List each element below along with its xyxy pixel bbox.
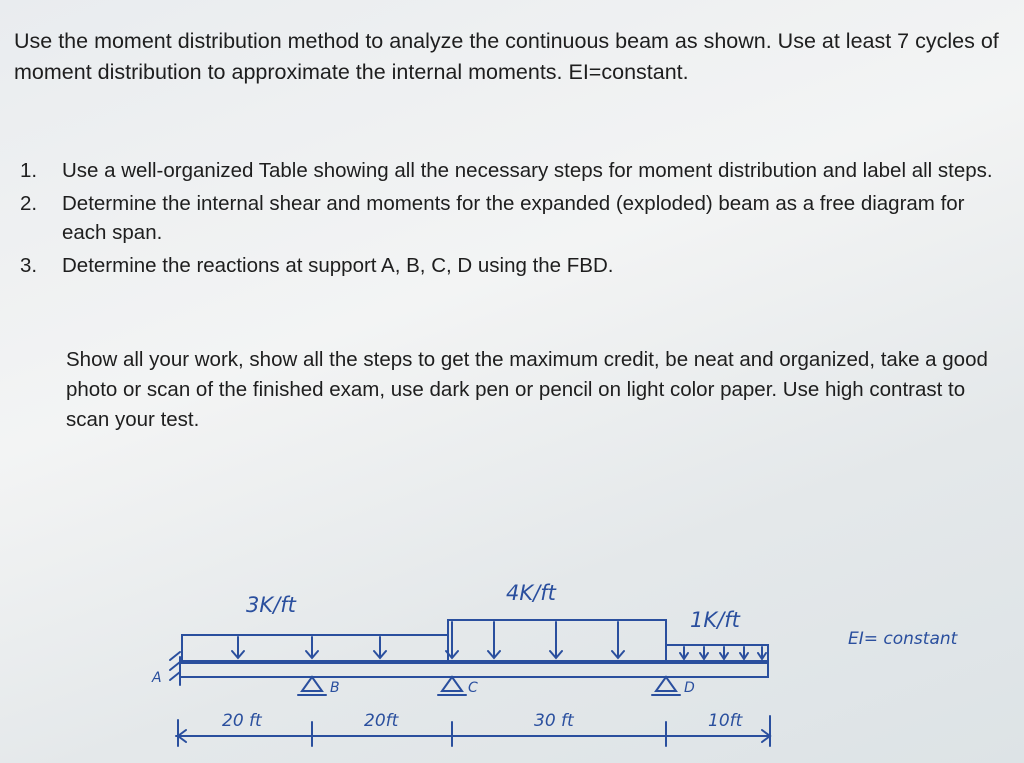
load-label-1k: 1K/ft <box>690 608 740 632</box>
load-arrow <box>306 637 318 658</box>
load-label-4k: 4K/ft <box>506 581 556 605</box>
load-1k-block <box>666 645 768 661</box>
instruction-list <box>20 156 1000 283</box>
support-label-c: C <box>468 680 478 696</box>
instruction-text: Use a well-organized Table showing all the necessary steps for moment distribution and label all steps. <box>62 159 993 182</box>
instruction-item <box>20 156 1000 186</box>
span-label-bc: 20ft <box>364 711 399 731</box>
support-label-b: B <box>330 680 340 696</box>
load-label-3k: 3K/ft <box>246 593 296 617</box>
dimension-line <box>176 716 770 746</box>
load-arrow <box>374 637 386 658</box>
submission-notes: Show all your work, show all the steps to get the maximum credit, be neat and organized, take a good photo or scan of the finished exam, use dark pen or pencil on light color paper. Use high contrast to scan your test. <box>66 348 988 431</box>
span-label-ab: 20 ft <box>222 711 262 731</box>
problem-intro: Use the moment distribution method to analyze the continuous beam as shown. Use at least 7 cycles of moment distribution to approximate the internal moments. EI=constant. <box>14 29 999 84</box>
support-label-a: A <box>152 670 162 686</box>
instruction-text: Determine the internal shear and moments for the expanded (exploded) beam as a free diagram for each span. <box>62 191 965 244</box>
instruction-number: 3. <box>20 253 38 277</box>
load-arrow <box>758 647 766 659</box>
load-arrow <box>700 647 708 659</box>
instruction-item <box>20 251 1000 281</box>
instruction-number: 2. <box>20 191 38 215</box>
load-arrow <box>740 647 748 659</box>
support-label-d: D <box>684 680 695 696</box>
ei-note: EI= constant <box>848 629 958 649</box>
support-b-icon <box>298 677 326 695</box>
instruction-item <box>20 189 1000 248</box>
span-label-cd: 30 ft <box>534 711 574 731</box>
load-arrow <box>550 622 562 658</box>
load-arrow <box>680 647 688 659</box>
support-a-icon <box>170 652 180 685</box>
support-c-icon <box>438 677 466 695</box>
beam <box>180 663 768 677</box>
load-arrow <box>612 622 624 658</box>
load-3k-block <box>182 635 448 661</box>
load-arrow <box>488 622 500 658</box>
load-arrow <box>720 647 728 659</box>
load-arrow <box>232 637 244 658</box>
beam-diagram <box>0 560 1024 763</box>
support-d-icon <box>652 677 680 695</box>
instruction-number: 1. <box>20 159 38 182</box>
span-label-d-end: 10ft <box>708 711 743 731</box>
instruction-text: Determine the reactions at support A, B, C, D using the FBD. <box>62 253 614 277</box>
